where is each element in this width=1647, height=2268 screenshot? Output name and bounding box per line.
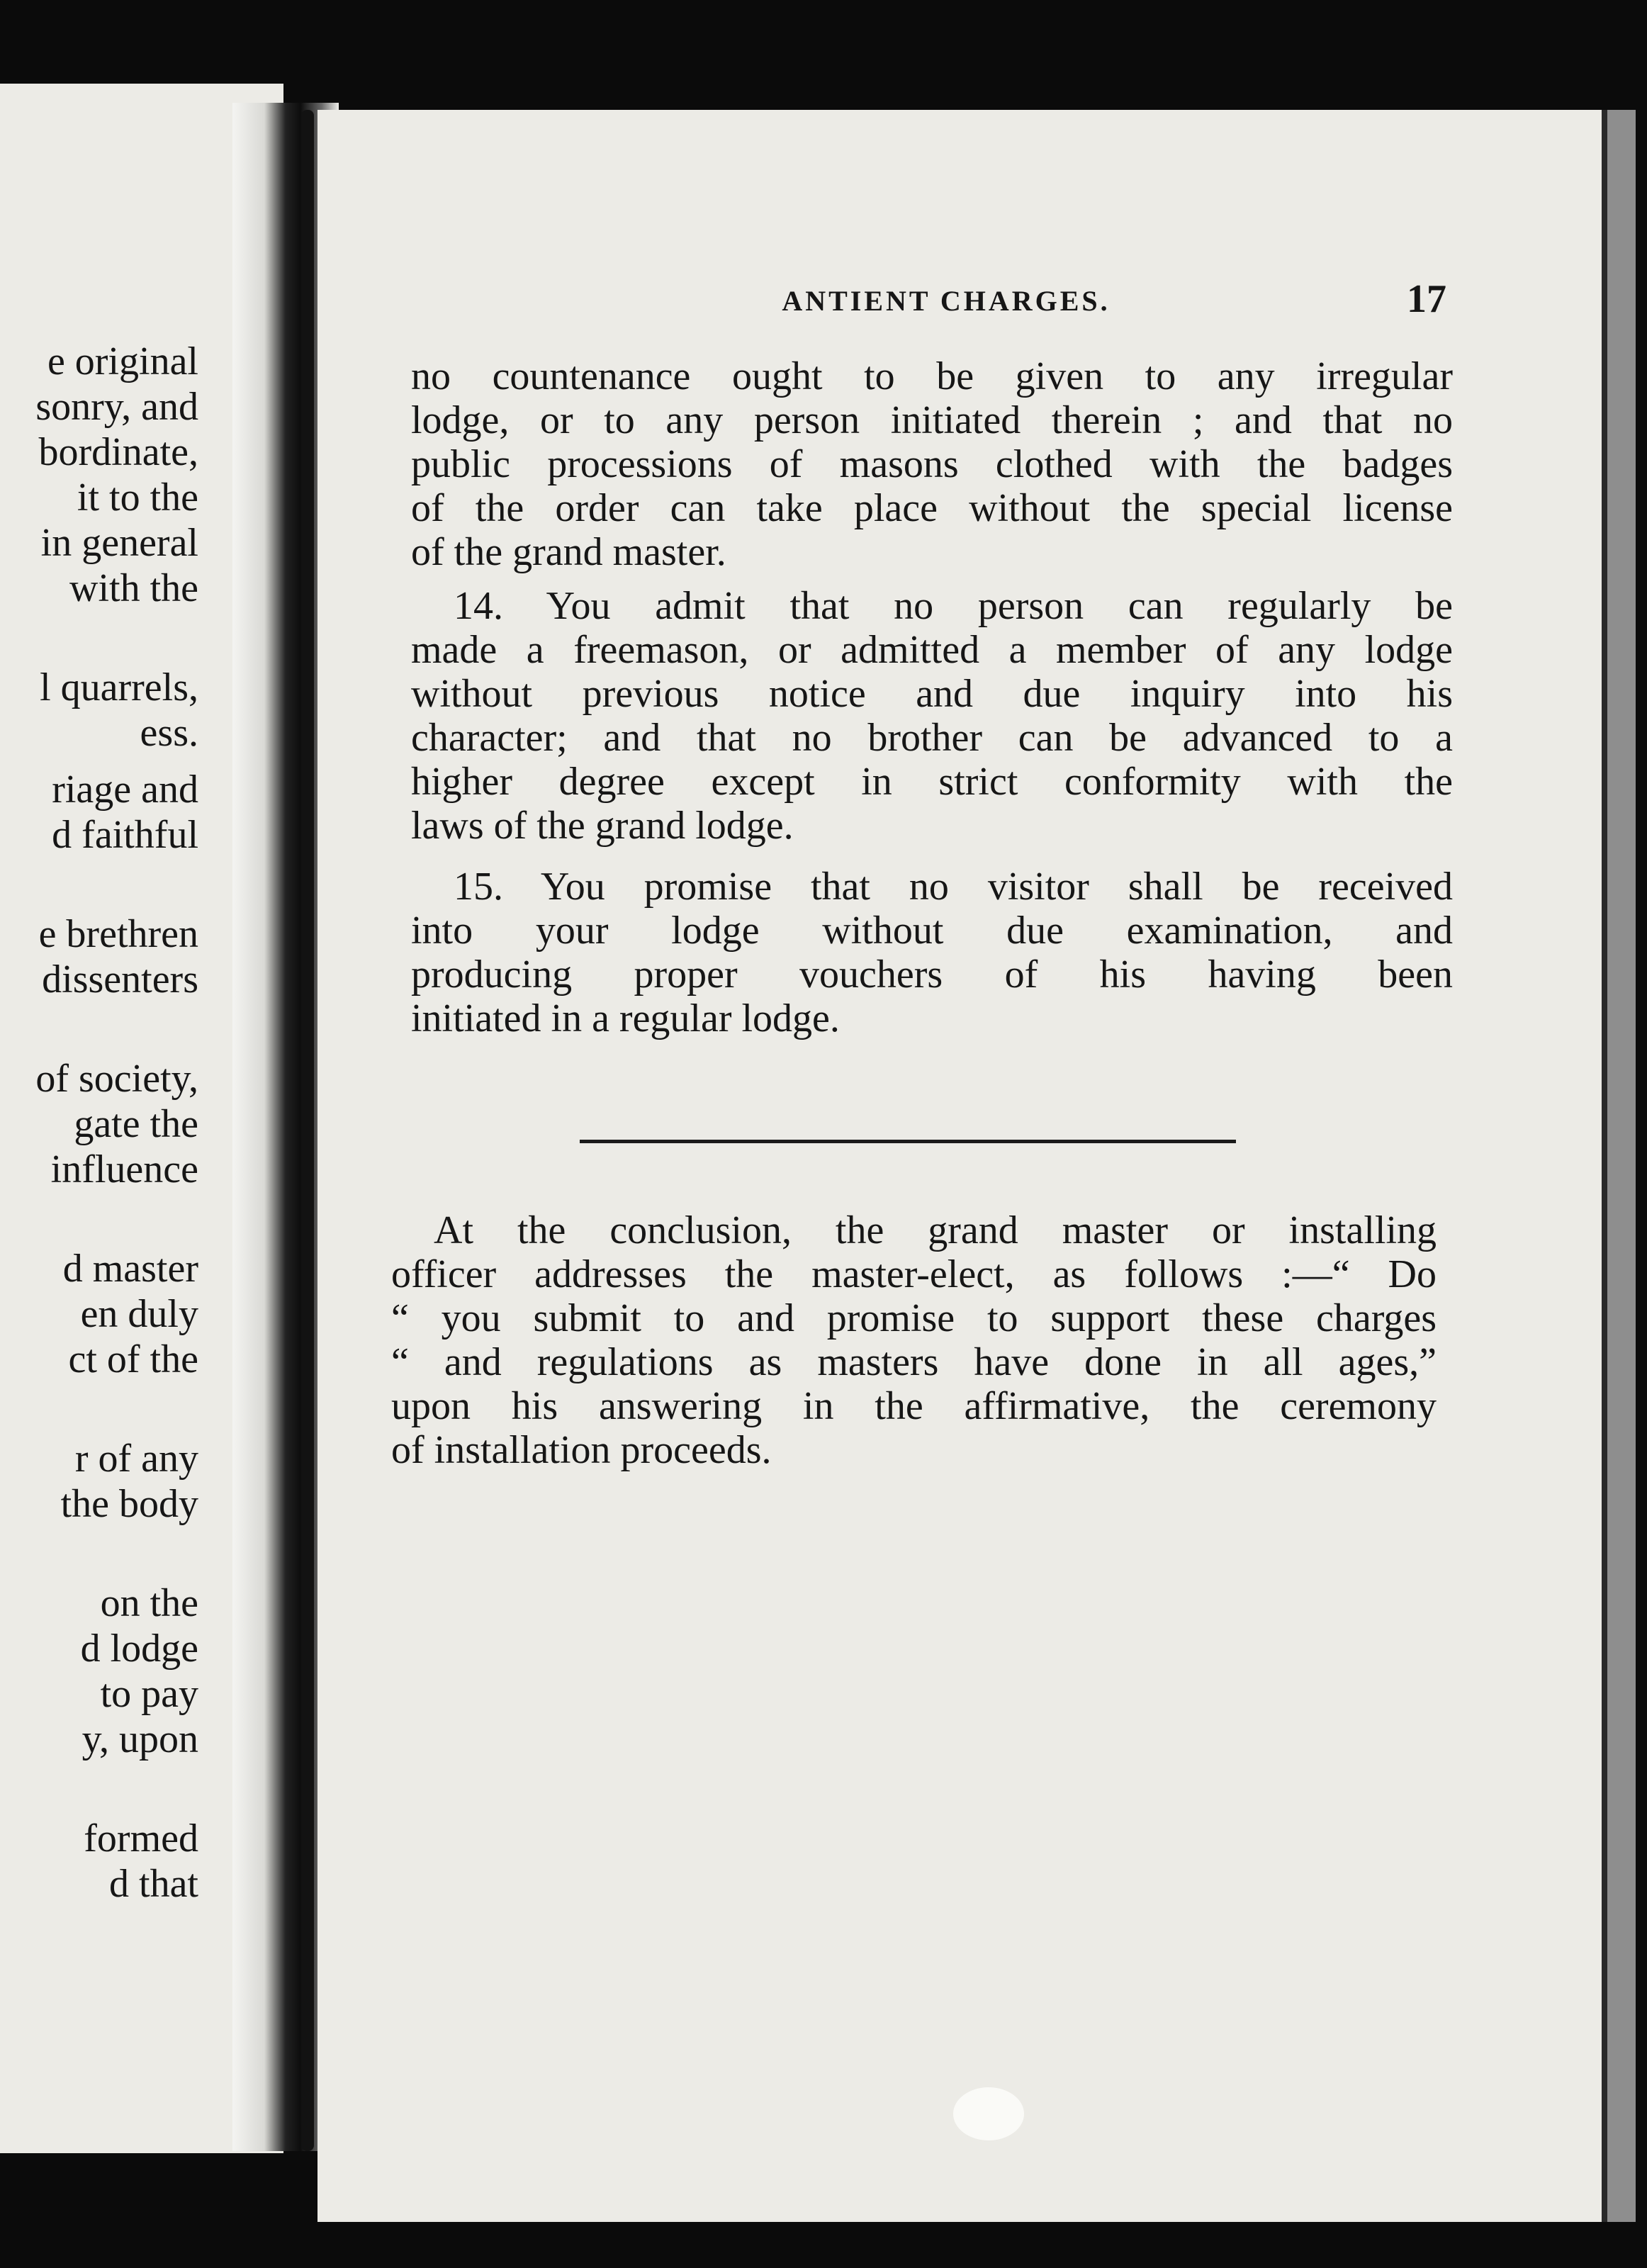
text-line: without previous notice and due inquiry into his bbox=[411, 672, 1453, 716]
left-page-line: bordinate, bbox=[38, 430, 198, 474]
left-page-line: d that bbox=[109, 1862, 198, 1906]
left-page-line: y, upon bbox=[81, 1717, 198, 1761]
text-line: producing proper vouchers of his having been bbox=[411, 953, 1453, 997]
paragraph-15 bbox=[411, 865, 1453, 1040]
text-line: of the order can take place without the special license bbox=[411, 486, 1453, 530]
left-page-line: on the bbox=[100, 1581, 198, 1625]
charges-text bbox=[411, 354, 1453, 1040]
text-line: public processions of masons clothed with the badges bbox=[411, 442, 1453, 486]
text-line: initiated in a regular lodge. bbox=[411, 997, 840, 1040]
left-page-line: e brethren bbox=[38, 912, 198, 956]
text-line: 15. You promise that no visitor shall be received bbox=[454, 865, 1453, 909]
left-page-line: en duly bbox=[80, 1292, 198, 1336]
text-line: “ you submit to and promise to support these charges bbox=[391, 1296, 1437, 1340]
closing-text bbox=[391, 1208, 1437, 1472]
text-line: higher degree except in strict conformity with the bbox=[411, 760, 1453, 804]
text-line: no countenance ought to be given to any irregular bbox=[411, 354, 1453, 398]
left-page-line: sonry, and bbox=[35, 385, 198, 429]
left-page-line: riage and bbox=[52, 768, 198, 812]
left-page-line: to pay bbox=[100, 1672, 198, 1716]
left-page-line: ct of the bbox=[68, 1337, 198, 1381]
closing-paragraph bbox=[391, 1208, 1437, 1472]
text-line: At the conclusion, the grand master or installing bbox=[434, 1208, 1437, 1252]
text-line: laws of the grand lodge. bbox=[411, 804, 794, 848]
left-page-line: e original bbox=[47, 339, 198, 383]
section-divider bbox=[580, 1140, 1236, 1143]
left-page-line: gate the bbox=[74, 1102, 198, 1146]
paragraph-14 bbox=[411, 584, 1453, 848]
left-page-line: l quarrels, bbox=[40, 666, 198, 709]
text-line: lodge, or to any person initiated therein ; and that no bbox=[411, 398, 1453, 442]
paragraph-13-continued bbox=[411, 354, 1453, 574]
left-page-line: ess. bbox=[140, 711, 198, 755]
left-page-line: of society, bbox=[35, 1057, 198, 1101]
left-page-line: d lodge bbox=[80, 1627, 198, 1671]
left-page-line: dissenters bbox=[42, 958, 198, 1001]
text-line: character; and that no brother can be advanced to a bbox=[411, 716, 1453, 760]
text-line: made a freemason, or admitted a member of any lodge bbox=[411, 628, 1453, 672]
left-page-line: it to the bbox=[77, 476, 198, 520]
paper-stain bbox=[953, 2087, 1024, 2140]
text-line: upon his answering in the affirmative, the ceremony bbox=[391, 1384, 1437, 1428]
text-line: officer addresses the master-elect, as follows :—“ Do bbox=[391, 1252, 1437, 1296]
page-number: 17 bbox=[1407, 277, 1446, 321]
text-line: “ and regulations as masters have done in all ages,” bbox=[391, 1340, 1437, 1384]
text-line: 14. You admit that no person can regularly be bbox=[454, 584, 1453, 628]
left-page-line: the body bbox=[60, 1482, 198, 1526]
text-line: of the grand master. bbox=[411, 530, 726, 574]
text-line: of installation proceeds. bbox=[391, 1428, 772, 1472]
left-page-line: d master bbox=[62, 1247, 198, 1291]
running-head: ANTIENT CHARGES. bbox=[782, 285, 1111, 317]
left-page-line: influence bbox=[50, 1147, 198, 1191]
text-line: into your lodge without due examination, and bbox=[411, 909, 1453, 953]
left-page-line: with the bbox=[69, 566, 198, 610]
left-page-line: in general bbox=[40, 521, 198, 565]
left-page-line: formed bbox=[84, 1817, 198, 1860]
left-page-line: r of any bbox=[74, 1437, 198, 1481]
left-page-line: d faithful bbox=[52, 813, 198, 857]
book-gutter-line bbox=[301, 110, 314, 2151]
